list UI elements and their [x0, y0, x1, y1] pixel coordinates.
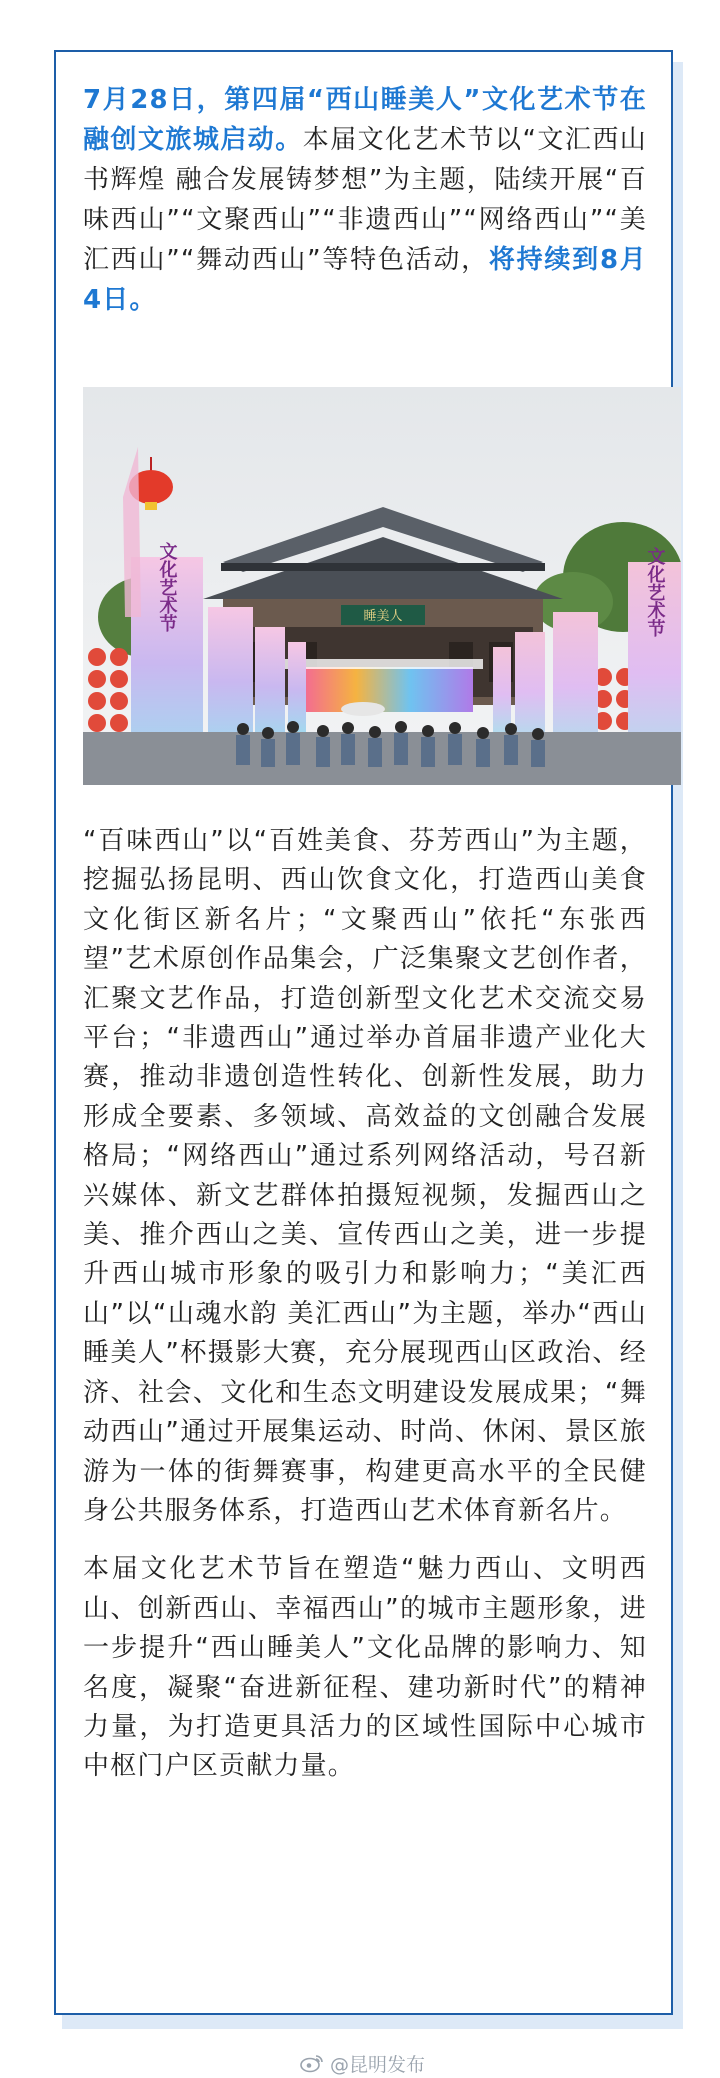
article-card	[54, 50, 673, 2015]
banner-text-left: 文化艺术节	[156, 542, 178, 632]
watermark-text: @昆明发布	[330, 2053, 426, 2076]
article-content	[56, 52, 671, 1787]
stage	[283, 659, 483, 712]
weibo-watermark	[300, 2050, 425, 2076]
body-paragraph-1: “百味西山”以“百姓美食、芬芳西山”为主题，挖掘弘扬昆明、西山饮食文化，打造西山美食文化街区新名片；“文聚西山”依托“东张西望”艺术原创作品集会，广泛集聚文艺创作者，汇聚文艺作品，打造创新型文化艺术交流交易平台；“非遗西山”通过举办首届非遗产业化大赛，推动非遗创造性转化、创新性发展，助力形成全要素、多领域、高效益的文创融合发展格局；“网络西山”通过系列网络活动，号召新兴媒体、新文艺群体拍摄短视频，发掘西山之美、推介西山之美、宣传西山之美，进一步提升西山城市形象的吸引力和影响力；“美汇西山”以“山魂水韵 美汇西山”为主题，举办“西山睡美人”杯摄影大赛，充分展现西山区政治、经济、社会、文化和生态文明建设发展成果；“舞动西山”通过开展集运动、时尚、休闲、景区旅游为一体的街舞赛事，构建更高水平的全民健身公共服务体系，打造西山艺术体育新名片。	[83, 826, 647, 1526]
lead-text: 本届文化艺术节以“文汇西山书辉煌 融合发展铸梦想”为主题，陆续开展“百味西山”“文聚西山”“非遗西山”“网络西山”“美汇西山”“舞动西山”等特色活动，	[83, 125, 647, 275]
building-plaque: 睡美人	[363, 609, 403, 624]
weibo-icon	[300, 2053, 324, 2073]
body-paragraph-2: 本届文化艺术节旨在塑造“魅力西山、文明西山、创新西山、幸福西山”的城市主题形象，进一步提升“西山睡美人”文化品牌的影响力、知名度，凝聚“奋进新征程、建功新时代”的精神力量，为打造更具活力的区域性国际中心城市中枢门户区贡献力量。	[83, 1554, 647, 1782]
lead-highlight-end: 将持续到8月4日。	[83, 245, 647, 315]
banner-text-right: 文化艺术节	[644, 547, 666, 637]
lead-highlight-date: 7月28日，第四届“西山睡美人”文化艺术节在融创文旅城启动。	[83, 85, 647, 155]
festival-photo	[83, 387, 681, 785]
lead-paragraph	[83, 80, 647, 320]
